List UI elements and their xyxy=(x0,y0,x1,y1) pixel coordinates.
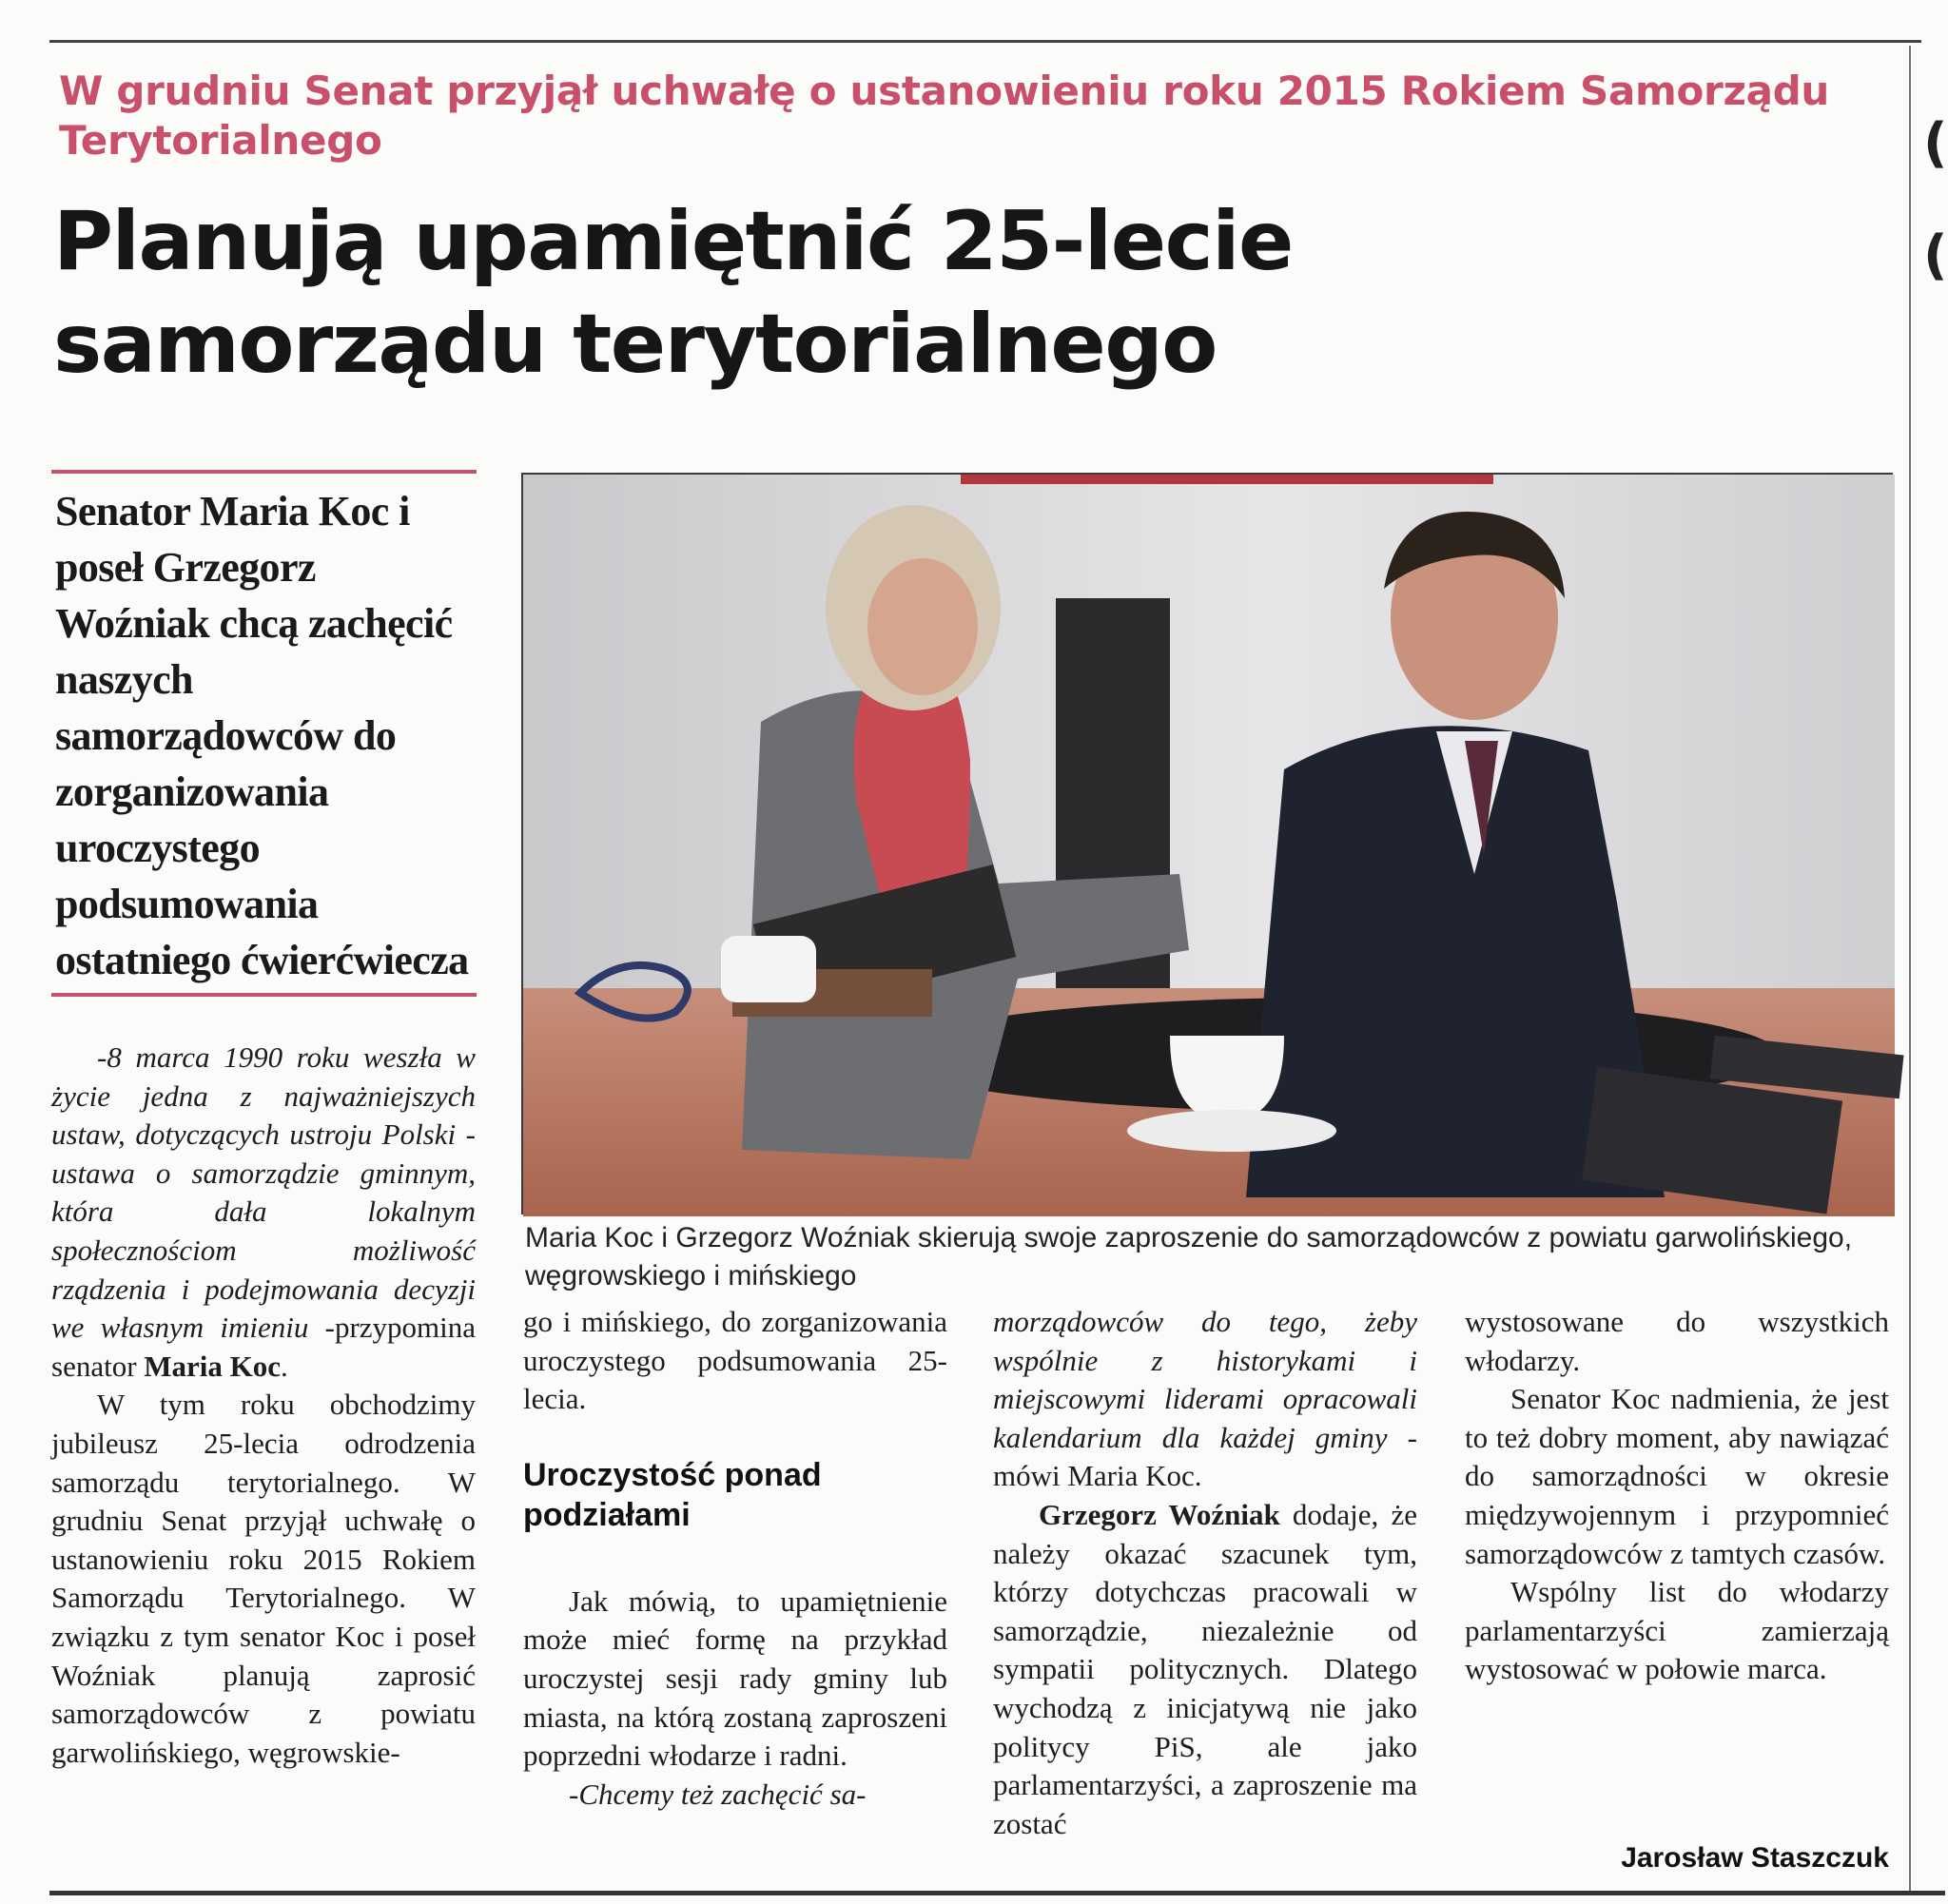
kicker: W grudniu Senat przyjął uchwałę o ustanowieniu roku 2015 Rokiem Samorządu Terytorialnego xyxy=(59,68,1830,164)
text: -mówi Maria Koc. xyxy=(993,1420,1418,1493)
section-subheading: Uroczystość ponad podziałami xyxy=(523,1456,822,1533)
column-divider-right xyxy=(1909,46,1911,1891)
quote-text: morządowców do tego, żeby wspólnie z historykami i miejscowymi liderami opracowali kalendarium dla każdej gminy xyxy=(993,1305,1417,1454)
person-name: Grzegorz Woźniak xyxy=(1039,1497,1280,1531)
text: dodaje, że należy okazać szacunek tym, którzy dotychczas pracowali w samorządzie, niezależnie od sympatii politycznych. Dlatego wychodzą z inicjatywą nie jako politycy PiS, ale jako parlamentarzyści, a zaproszenie ma zostać xyxy=(993,1497,1417,1840)
article-column-4 xyxy=(1465,1303,1889,1689)
article-column-2 xyxy=(523,1303,947,1814)
paragraph: Wspólny list do włodarzy parlamentarzyści zamierzają wystosować w połowie marca. xyxy=(1465,1575,1889,1686)
article-column-1 xyxy=(51,1039,476,1772)
paragraph: -Chcemy też zachęcić sa- xyxy=(569,1777,867,1811)
top-rule xyxy=(49,40,1921,43)
photo-illustration xyxy=(523,475,1895,1216)
paragraph: Jak mówią, to upamiętnienie może mieć formę na przykład uroczystej sesji rady gminy lub miasta, na którą zostaną zaproszeni poprzedni włodarze i radni. xyxy=(523,1583,947,1773)
text: -przypomina senator xyxy=(51,1311,477,1383)
paragraph xyxy=(993,1303,1417,1496)
author-byline: Jarosław Staszczuk xyxy=(1621,1842,1889,1874)
paragraph: wystosowane do wszystkich włodarzy. xyxy=(1465,1305,1889,1377)
neighbor-column-glyph: ( xyxy=(1923,112,1948,174)
headline-line-2: samorządu terytorialnego xyxy=(53,297,1217,392)
headline-line-1: Planują upamiętnić 25-lecie xyxy=(53,194,1293,289)
lead-rule-top xyxy=(51,470,477,474)
paragraph: Senator Koc nadmienia, że jest to też dobry moment, aby nawiązać do samorządności w okresie międzywojennym i przypomnieć samorządowców z tamtych czasów. xyxy=(1465,1382,1889,1570)
text: . xyxy=(281,1349,288,1383)
article-column-3 xyxy=(993,1303,1417,1843)
paragraph: W tym roku obchodzimy jubileusz 25-lecia odrodzenia samorządu terytorialnego. W grudniu Senat przyjął uchwałę o ustanowieniu roku 2015 Rokiem Samorządu Terytorialnego. W związku z tym senator Koc i poseł Woźniak planują zaprosić samorządowców z powiatu garwolińskiego, węgrowskie- xyxy=(51,1388,476,1769)
article-photo xyxy=(521,473,1893,1214)
photo-caption: Maria Koc i Grzegorz Woźniak skierują swoje zaproszenie do samorządowców z powiatu garwolińskiego, węgrowskiego i mińskiego xyxy=(525,1222,1853,1292)
lead-paragraph: Senator Maria Koc i poseł Grzegorz Woźniak chcą zachęcić naszych samorządowców do zorganizowania uroczystego podsumowania ostatniego ćwierćwiecza xyxy=(55,488,469,983)
bottom-rule xyxy=(49,1891,1945,1895)
paragraph: go i mińskiego, do zorganizowania uroczystego podsumowania 25-lecia. xyxy=(523,1305,947,1416)
quote-text: -8 marca 1990 roku weszła w życie jedna z najważniejszych ustaw, dotyczących ustroju Polski - ustawa o samorządzie gminnym, która dała lokalnym społecznościom możliwość rządzenia i podejmowania decyzji we własnym imieniu xyxy=(51,1040,476,1345)
paragraph xyxy=(51,1039,476,1386)
person-name: Maria Koc xyxy=(144,1349,282,1383)
lead-rule-bottom xyxy=(51,993,477,997)
neighbor-column-glyph: ( xyxy=(1923,224,1948,286)
headline xyxy=(53,190,1670,396)
paragraph xyxy=(993,1496,1417,1843)
